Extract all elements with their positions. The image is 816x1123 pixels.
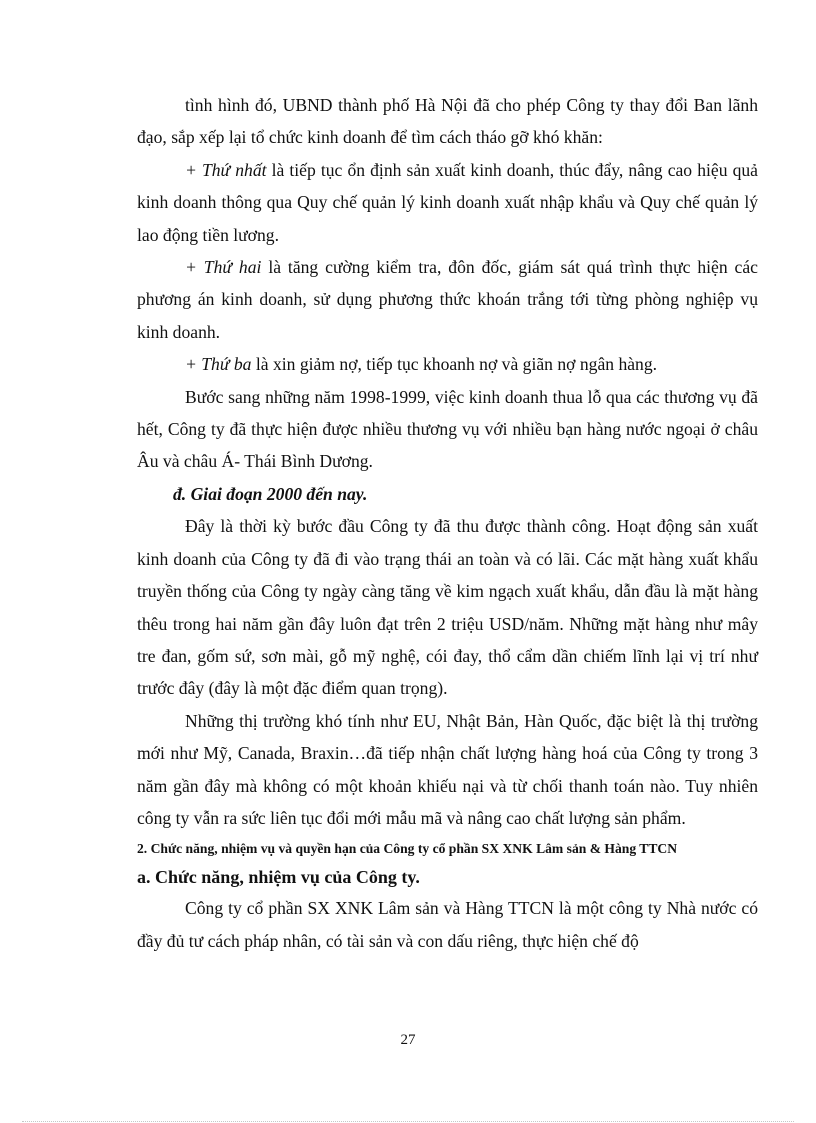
section-heading-functions: 2. Chức năng, nhiệm vụ và quyền hạn của Công ty cổ phần SX XNK Lâm sản & Hàng TTCN bbox=[137, 841, 678, 857]
page-number: 27 bbox=[400, 1032, 416, 1048]
page-body bbox=[137, 89, 758, 957]
paragraph-first-measure bbox=[137, 154, 758, 251]
paragraph-intro: tình hình đó, UBND thành phố Hà Nội đã cho phép Công ty thay đổi Ban lãnh đạo, sắp xếp lại tổ chức kinh doanh để tìm cách tháo gỡ khó khăn: bbox=[137, 95, 758, 148]
third-measure-lead: + Thứ ba bbox=[185, 354, 252, 375]
heading-period-2000: đ. Giai đoạn 2000 đến nay. bbox=[173, 483, 368, 504]
first-measure-lead: + Thứ nhất bbox=[185, 159, 267, 180]
paragraph-third-measure bbox=[137, 348, 758, 380]
third-measure-text: là xin giảm nợ, tiếp tục khoanh nợ và giãn nợ ngân hàng. bbox=[251, 354, 658, 375]
first-measure-text: là tiếp tục ổn định sản xuất kinh doanh, thúc đẩy, nâng cao hiệu quả kinh doanh thông qua Quy chế quản lý kinh doanh xuất nhập khẩu và Quy chế quản lý lao động tiền lương. bbox=[137, 159, 758, 245]
paragraph-1998-1999: Bước sang những năm 1998-1999, việc kinh doanh thua lỗ qua các thương vụ đã hết, Công ty đã thực hiện được nhiều thương vụ với nhiều bạn hàng nước ngoại ở châu Âu và châu Á- Thái Bình Dương. bbox=[137, 386, 758, 472]
second-measure-lead: + Thứ hai bbox=[185, 257, 262, 278]
paragraph-success-period: Đây là thời kỳ bước đầu Công ty đã thu được thành công. Hoạt động sản xuất kinh doanh của Công ty đã đi vào trạng thái an toàn và có lãi. Các mặt hàng xuất khẩu truyền thống của Công ty ngày càng tăng về kim ngạch xuất khẩu, dẫn đầu là mặt hàng thêu trong hai năm gần đây luôn đạt trên 2 triệu USD/năm. Những mặt hàng như mây tre đan, gốm sứ, sơn mài, gỗ mỹ nghệ, cói đay, thổ cẩm dần chiếm lĩnh lại vị trí như trước đây (đây là một đặc điểm quan trọng). bbox=[137, 516, 758, 699]
paragraph-markets: Những thị trường khó tính như EU, Nhật Bản, Hàn Quốc, đặc biệt là thị trường mới như Mỹ, Canada, Braxin…đã tiếp nhận chất lượng hàng hoá của Công ty trong 3 năm gần đây mà không có một khoản khiếu nại và từ chối thanh toán nào. Tuy nhiên công ty vẫn ra sức liên tục đổi mới mẫu mã và nâng cao chất lượng sản phẩm. bbox=[137, 710, 758, 828]
subsection-heading-functions: a. Chức năng, nhiệm vụ của Công ty. bbox=[137, 867, 420, 888]
paragraph-company-status: Công ty cổ phần SX XNK Lâm sản và Hàng TTCN là một công ty Nhà nước có đầy đủ tư cách pháp nhân, có tài sản và con dấu riêng, thực hiện chế độ bbox=[137, 898, 758, 951]
paragraph-second-measure bbox=[137, 251, 758, 348]
page-bottom-divider bbox=[22, 1121, 794, 1122]
second-measure-text: là tăng cường kiểm tra, đôn đốc, giám sát quá trình thực hiện các phương án kinh doanh, sử dụng phương thức khoán trắng tới từng phòng nghiệp vụ kinh doanh. bbox=[137, 257, 758, 342]
